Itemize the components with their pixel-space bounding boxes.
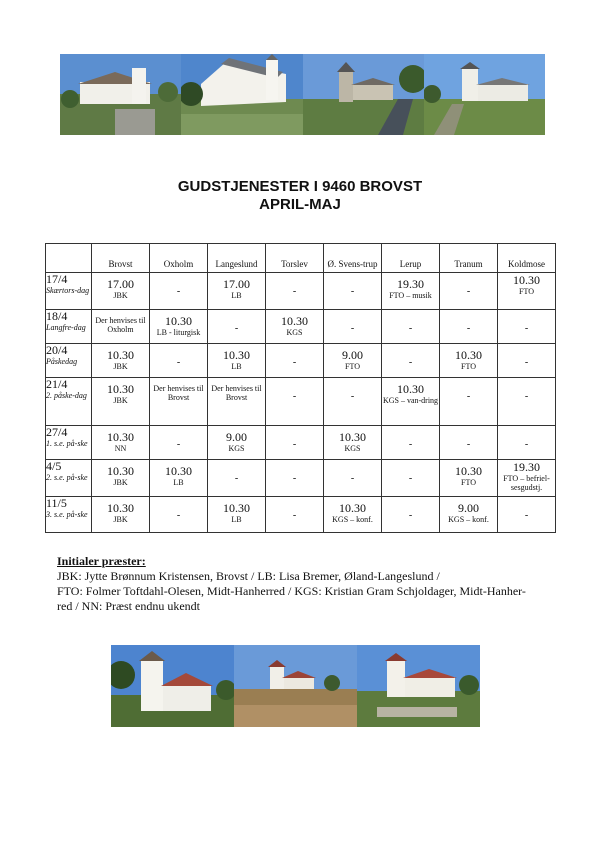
no-service-dash: -	[524, 357, 529, 368]
service-cell	[324, 460, 382, 497]
service-cell	[324, 344, 382, 378]
date-cell	[46, 310, 92, 344]
service-cell	[208, 310, 266, 344]
service-cell	[498, 497, 556, 533]
priest-legend	[57, 554, 557, 614]
legend-line: JBK: Jytte Brønnum Kristensen, Brovst / LB: Lisa Bremer, Øland-Langeslund /	[57, 569, 440, 583]
date-label: 11/5	[46, 496, 67, 510]
service-cell	[324, 310, 382, 344]
service-cell	[208, 378, 266, 426]
column-header: Ø. Svens-trup	[324, 244, 382, 273]
day-name: 3. s.e. på-ske	[46, 510, 88, 519]
referral-note: Der henvises til Brovst	[211, 384, 262, 402]
priest-note: JBK	[113, 478, 128, 487]
priest-note: LB	[231, 291, 242, 300]
service-cell	[92, 426, 150, 460]
date-label: 27/4	[46, 425, 68, 439]
service-cell	[440, 344, 498, 378]
service-cell	[266, 378, 324, 426]
service-cell	[498, 378, 556, 426]
church-photo-4	[424, 54, 545, 135]
service-cell	[150, 426, 208, 460]
priest-note: NN	[114, 444, 127, 453]
column-header: Lerup	[382, 244, 440, 273]
service-cell	[382, 344, 440, 378]
no-service-dash: -	[466, 323, 471, 334]
service-cell	[440, 426, 498, 460]
no-service-dash: -	[292, 286, 297, 297]
service-cell	[92, 378, 150, 426]
day-name: 2. påske-dag	[46, 391, 87, 400]
date-label: 4/5	[46, 459, 62, 473]
service-time: 17.00	[107, 277, 134, 291]
date-cell	[46, 344, 92, 378]
priest-note: KGS	[344, 444, 361, 453]
column-header: Torslev	[266, 244, 324, 273]
service-time: 17.00	[223, 277, 250, 291]
service-cell	[440, 273, 498, 310]
column-header: Langeslund	[208, 244, 266, 273]
no-service-dash: -	[234, 473, 239, 484]
service-cell	[92, 460, 150, 497]
priest-note: KGS – konf.	[332, 515, 373, 524]
no-service-dash: -	[466, 439, 471, 450]
church-photo-1	[60, 54, 181, 135]
service-cell	[440, 310, 498, 344]
date-cell	[46, 460, 92, 497]
priest-note: KGS	[228, 444, 245, 453]
church-photo-3	[303, 54, 424, 135]
no-service-dash: -	[292, 510, 297, 521]
priest-note: KGS	[286, 328, 303, 337]
no-service-dash: -	[524, 510, 529, 521]
column-header: Tranum	[440, 244, 498, 273]
church-photo-5	[111, 645, 234, 727]
service-time: 10.30	[107, 430, 134, 444]
service-cell	[92, 273, 150, 310]
service-cell	[150, 310, 208, 344]
service-cell	[266, 310, 324, 344]
priest-note: FTO	[345, 362, 360, 371]
date-cell	[46, 378, 92, 426]
priest-note: JBK	[113, 291, 128, 300]
service-cell	[92, 497, 150, 533]
service-time: 10.30	[165, 464, 192, 478]
no-service-dash: -	[408, 439, 413, 450]
service-time: 10.30	[223, 348, 250, 362]
service-cell	[266, 273, 324, 310]
service-cell	[266, 426, 324, 460]
service-cell	[498, 310, 556, 344]
day-name: Langfre-dag	[46, 323, 86, 332]
service-cell	[266, 460, 324, 497]
service-cell	[208, 344, 266, 378]
day-name: 1. s.e. på-ske	[46, 439, 88, 448]
service-time: 10.30	[165, 314, 192, 328]
service-cell	[324, 273, 382, 310]
priest-note: KGS – konf.	[448, 515, 489, 524]
service-cell	[208, 273, 266, 310]
service-cell	[150, 378, 208, 426]
no-service-dash: -	[350, 286, 355, 297]
legend-line: FTO: Folmer Toftdahl-Olesen, Midt-Hanherred / KGS: Kristian Gram Schjoldager, Midt-Hanher-	[57, 584, 526, 598]
priest-note: KGS – van-dring	[382, 396, 439, 405]
table-row	[46, 378, 556, 426]
no-service-dash: -	[234, 323, 239, 334]
date-label: 18/4	[46, 309, 68, 323]
priest-note: JBK	[113, 396, 128, 405]
service-cell	[498, 273, 556, 310]
service-cell	[440, 460, 498, 497]
service-cell	[150, 344, 208, 378]
service-cell	[266, 497, 324, 533]
service-time: 19.30	[513, 460, 540, 474]
date-label: 20/4	[46, 343, 68, 357]
no-service-dash: -	[292, 473, 297, 484]
no-service-dash: -	[408, 357, 413, 368]
day-name: 2. s.e. på-ske	[46, 473, 88, 482]
service-cell	[324, 378, 382, 426]
schedule-table	[45, 243, 556, 533]
service-time: 10.30	[397, 382, 424, 396]
priest-note: LB - liturgisk	[156, 328, 201, 337]
table-row	[46, 273, 556, 310]
page-title	[0, 178, 600, 214]
service-time: 10.30	[107, 382, 134, 396]
service-cell	[440, 497, 498, 533]
table-row	[46, 310, 556, 344]
no-service-dash: -	[524, 323, 529, 334]
service-cell	[382, 378, 440, 426]
service-time: 10.30	[223, 501, 250, 515]
no-service-dash: -	[292, 439, 297, 450]
table-row	[46, 344, 556, 378]
table-row	[46, 497, 556, 533]
no-service-dash: -	[350, 391, 355, 402]
day-name: Påskedag	[46, 357, 78, 366]
date-cell	[46, 273, 92, 310]
priest-note: FTO	[461, 478, 476, 487]
service-cell	[498, 460, 556, 497]
priest-note: JBK	[113, 362, 128, 371]
no-service-dash: -	[176, 357, 181, 368]
service-time: 9.00	[226, 430, 247, 444]
service-time: 10.30	[107, 348, 134, 362]
service-cell	[208, 426, 266, 460]
no-service-dash: -	[466, 391, 471, 402]
service-cell	[382, 426, 440, 460]
table-row	[46, 426, 556, 460]
legend-heading: Initialer præster:	[57, 554, 146, 568]
service-time: 10.30	[339, 501, 366, 515]
day-name: Skærtors-dag	[46, 286, 90, 295]
no-service-dash: -	[176, 286, 181, 297]
service-cell	[498, 344, 556, 378]
service-cell	[208, 460, 266, 497]
service-cell	[150, 460, 208, 497]
service-time: 10.30	[281, 314, 308, 328]
no-service-dash: -	[350, 323, 355, 334]
table-row	[46, 460, 556, 497]
service-time: 10.30	[455, 348, 482, 362]
priest-note: FTO	[519, 287, 534, 296]
service-time: 10.30	[339, 430, 366, 444]
referral-note: Der henvises til Brovst	[153, 384, 204, 402]
no-service-dash: -	[466, 286, 471, 297]
date-label: 17/4	[46, 272, 68, 286]
priest-note: LB	[231, 515, 242, 524]
date-label: 21/4	[46, 377, 68, 391]
column-header: Koldmose	[498, 244, 556, 273]
service-cell	[498, 426, 556, 460]
service-time: 9.00	[458, 501, 479, 515]
column-header: Oxholm	[150, 244, 208, 273]
service-cell	[150, 497, 208, 533]
priest-note: FTO – befriel-sesgudstj.	[503, 474, 550, 492]
service-cell	[266, 344, 324, 378]
priest-note: JBK	[113, 515, 128, 524]
title-line-1: GUDSTJENESTER I 9460 BROVST	[177, 178, 423, 195]
service-cell	[382, 460, 440, 497]
service-time: 10.30	[513, 273, 540, 287]
service-time: 10.30	[107, 501, 134, 515]
service-cell	[92, 310, 150, 344]
no-service-dash: -	[524, 391, 529, 402]
corner-cell	[46, 244, 92, 273]
service-cell	[382, 497, 440, 533]
church-photo-2	[181, 54, 303, 135]
service-cell	[208, 497, 266, 533]
header-row	[46, 244, 556, 273]
church-photo-7	[357, 645, 480, 727]
service-cell	[324, 426, 382, 460]
no-service-dash: -	[408, 473, 413, 484]
service-cell	[150, 273, 208, 310]
priest-note: LB	[231, 362, 242, 371]
service-time: 10.30	[455, 464, 482, 478]
column-header: Brovst	[92, 244, 150, 273]
no-service-dash: -	[524, 439, 529, 450]
date-cell	[46, 497, 92, 533]
no-service-dash: -	[176, 510, 181, 521]
service-cell	[324, 497, 382, 533]
no-service-dash: -	[350, 473, 355, 484]
no-service-dash: -	[292, 391, 297, 402]
date-cell	[46, 426, 92, 460]
service-time: 19.30	[397, 277, 424, 291]
legend-line: red / NN: Præst endnu ukendt	[57, 599, 200, 613]
church-photo-6	[234, 645, 357, 727]
no-service-dash: -	[176, 439, 181, 450]
priest-note: FTO	[461, 362, 476, 371]
service-time: 10.30	[107, 464, 134, 478]
schedule-body	[46, 273, 556, 533]
service-cell	[382, 273, 440, 310]
no-service-dash: -	[292, 357, 297, 368]
title-line-2: APRIL-MAJ	[259, 196, 341, 213]
no-service-dash: -	[408, 510, 413, 521]
service-cell	[92, 344, 150, 378]
priest-note: FTO – musik	[389, 291, 432, 300]
service-cell	[382, 310, 440, 344]
priest-note: LB	[173, 478, 184, 487]
referral-note: Der henvises til Oxholm	[95, 316, 146, 334]
service-time: 9.00	[342, 348, 363, 362]
no-service-dash: -	[408, 323, 413, 334]
service-cell	[440, 378, 498, 426]
